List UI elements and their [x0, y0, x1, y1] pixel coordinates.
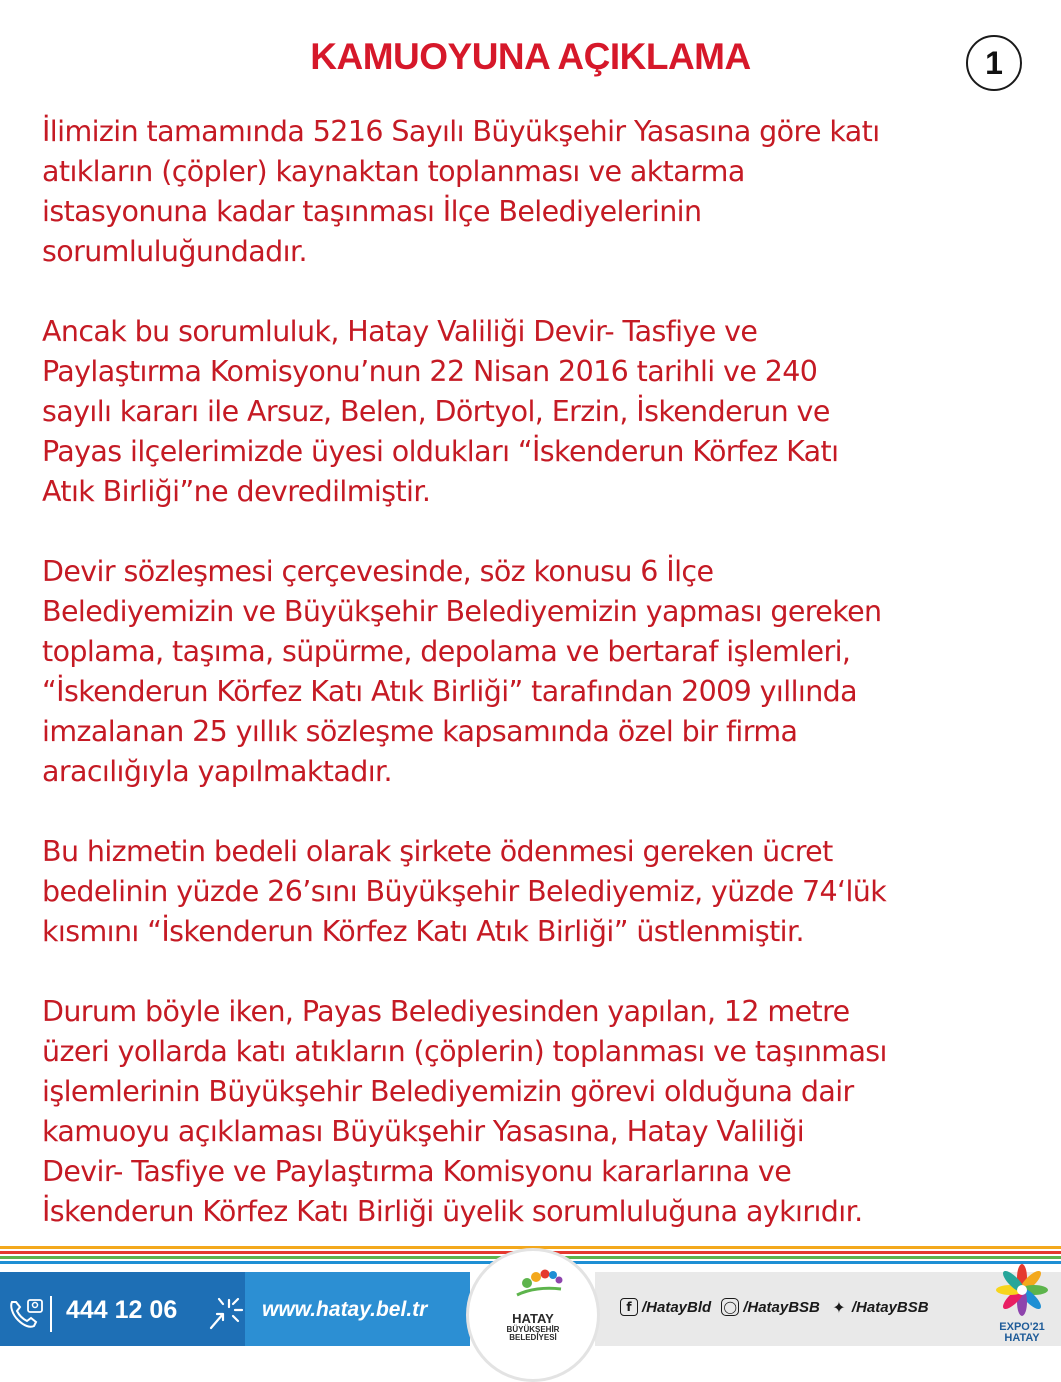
twitter-icon: ✦	[832, 1297, 846, 1317]
logo-text	[466, 1312, 600, 1342]
logo-line-3: BELEDİYESİ	[509, 1333, 557, 1343]
social-links	[620, 1298, 929, 1316]
paragraph-2: Ancak bu sorumluluk, Hatay Valiliği Devir- Tasfiye ve Paylaştırma Komisyonu’nun 22 Nisan 2016 tarihli ve 240 sayılı kararı ile Arsuz, Belen, Dörtyol, Erzin, İskenderun ve Payas ilçelerimizde üyesi oldukları “İskenderun Körfez Katı Atık Birliği”ne devredilmiştir.	[42, 315, 839, 508]
page-number-badge: 1	[966, 35, 1022, 91]
paragraph-3: Devir sözleşmesi çerçevesinde, söz konusu 6 İlçe Belediyemizin ve Büyükşehir Belediyemizin yapması gereken toplama, taşıma, süpürme, depolama ve bertaraf işlemleri, “İskenderun Körfez Katı Atık Birliği” tarafından 2009 yıllında imzalanan 25 yıllık sözleşme kapsamında özel bir firma aracılığıyla yapılmaktadır.	[42, 555, 882, 788]
instagram-link[interactable]	[721, 1298, 820, 1316]
instagram-icon: ◯	[721, 1298, 739, 1316]
footer-banner	[0, 1238, 1061, 1346]
statement-body	[42, 112, 1042, 1232]
twitter-handle: /HatayBSB	[851, 1298, 929, 1316]
expo-line-2: HATAY	[1004, 1332, 1040, 1344]
paragraph-5: Durum böyle iken, Payas Belediyesinden yapılan, 12 metre üzeri yollarda katı atıkların (çöplerin) toplanması ve taşınması işlemlerinin Büyükşehir Belediyemizin görevi olduğuna dair kamuoyu açıklaması Büyükşehir Yasasına, Hatay Valiliği Devir- Tasfiye ve Paylaştırma Komisyonu kararlarına ve İskenderun Körfez Katı Birliği üyelik sorumluluğuna aykırıdır.	[42, 995, 887, 1228]
website-link[interactable]: www.hatay.bel.tr	[262, 1298, 428, 1321]
logo-line-2: BÜYÜKŞEHİR	[506, 1324, 560, 1334]
instagram-handle: /HatayBSB	[743, 1298, 820, 1316]
paragraph-1: İlimizin tamamında 5216 Sayılı Büyükşehir Yasasına göre katı atıkların (çöpler) kaynaktan toplanması ve aktarma istasyonuna kadar taşınması İlçe Belediyelerinin sorumluluğundadır.	[42, 115, 880, 268]
contact-phone-icon	[6, 1296, 52, 1332]
expo-text	[988, 1322, 1056, 1344]
cursor-click-icon	[203, 1294, 245, 1334]
logo-line-1: HATAY	[512, 1311, 554, 1326]
paragraph-4: Bu hizmetin bedeli olarak şirkete ödenmesi gereken ücret bedelinin yüzde 26’sını Büyükşehir Belediyemiz, yüzde 74‘lük kısmını “İskenderun Körfez Katı Atık Birliği” üstlenmiştir.	[42, 835, 887, 948]
facebook-link[interactable]	[620, 1298, 711, 1316]
page-title: KAMUOYUNA AÇIKLAMA	[310, 36, 751, 77]
expo-line-1: EXPO'21	[999, 1321, 1045, 1333]
twitter-link[interactable]	[830, 1298, 929, 1316]
facebook-icon: f	[620, 1298, 638, 1316]
phone-number[interactable]: 444 12 06	[66, 1296, 178, 1324]
facebook-handle: /HatayBld	[642, 1298, 712, 1316]
